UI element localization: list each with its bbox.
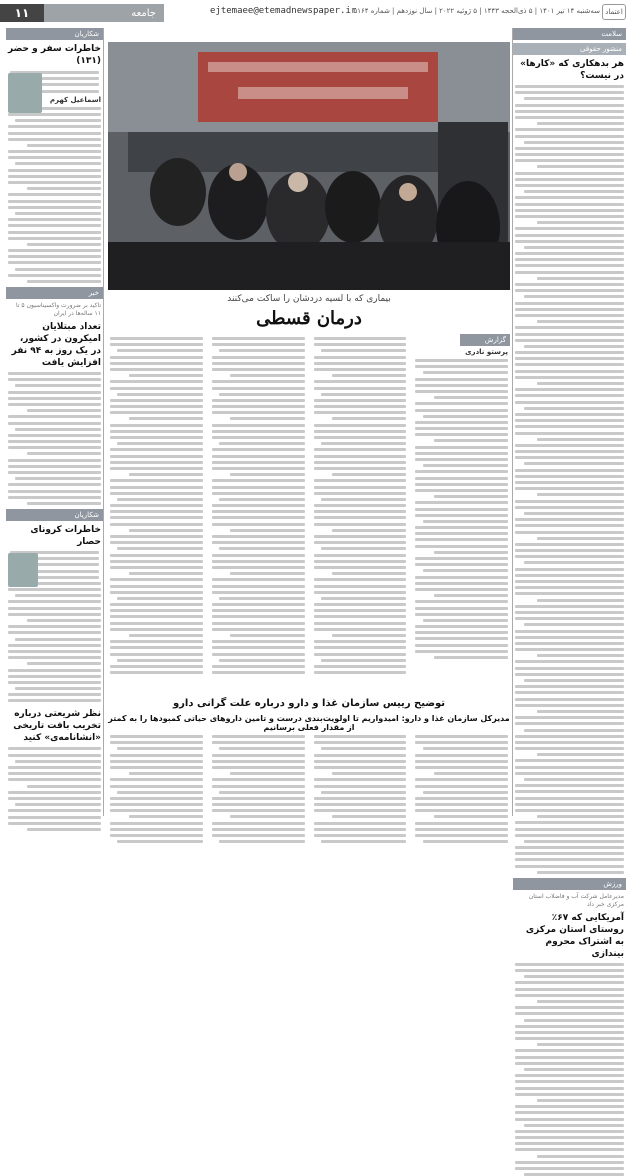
page-number: ۱۱: [0, 4, 44, 22]
author-avatar-2: [8, 553, 38, 587]
article-col-1: [413, 334, 510, 694]
article-col-2: [312, 334, 409, 694]
right-top-label: منشور حقوقی: [513, 43, 626, 55]
report-label: گزارش: [460, 334, 510, 346]
left-section-label-3: شکاریان: [6, 509, 103, 521]
drug-price-headline: توضیح رییس سازمان غذا و دارو درباره علت گرانی دارو: [172, 698, 446, 709]
memoir-headline: خاطرات کرونای حصار: [30, 524, 101, 547]
dateline: سه‌شنبه ۱۴ تیر ۱۴۰۱ | ۵ ذی‌الحجه ۱۴۴۳ | ۵ ژوئیه ۲۰۲۲ | سال نوزدهم | شماره ۵۱۶۴: [353, 7, 600, 15]
water-headline: آمریکایی که ۶۷٪ روستای استان مرکزی به اشتراک محروم بیندازی: [525, 912, 624, 959]
left-column: [6, 28, 104, 816]
main-title: درمان قسطی: [256, 308, 362, 329]
right-headline: هر بدهکاری که «کارها» در نیست؟: [520, 59, 624, 81]
reporter-name: پرستو نادری: [465, 348, 508, 356]
right-section-label: سلامت: [513, 28, 626, 40]
left-section-label: شکاریان: [6, 28, 103, 40]
heritage-headline: نظر شریعتی درباره تخریب بافت تاریخی «انشا‌نامه‌ی» کنید: [13, 709, 101, 744]
omicron-headline: تعداد مبتلایان امیکرون در کشور، در یک روز به ۹۴ نفر افزایش یافت: [11, 322, 101, 368]
fda-headline: مدیرکل سازمان غذا و دارو: امیدواریم تا اولویت‌بندی درست و تامین داروهای حیاتی کمبودها را به کمتر از مقدار فعلی برسانیم: [108, 714, 510, 732]
sport-label: ورزش: [513, 878, 626, 890]
column-title: خاطرات سفر و حضر (۱۳۱): [8, 44, 101, 66]
photo-caption: بیماری که با لسیه دردشان را ساکت می‌کنند: [227, 294, 391, 304]
page-header: [0, 0, 630, 26]
news-label: خبر: [6, 287, 103, 299]
right-column: [512, 28, 626, 959]
article-col-3: [210, 334, 307, 694]
section-tag: جامعه: [44, 4, 164, 22]
right-brief: مدیرعامل شرکت آب و فاضلاب استان مرکزی خبر داد: [528, 892, 624, 908]
article-body: [108, 334, 510, 694]
brief-news: تاکید بر ضرورت واکسیناسیون ۵ تا ۱۱ ساله‌ها در ایران: [16, 302, 101, 317]
bottom-article: [108, 732, 510, 816]
pharmacy-queue-photo: [108, 42, 510, 290]
newspaper-logo: اعتماد: [602, 4, 626, 20]
author-avatar: [8, 73, 42, 113]
email-link[interactable]: ejtemaee@etemadnewspaper.ir: [210, 6, 357, 16]
author-name: اسماعیل کهرم: [49, 95, 101, 104]
main-article: [108, 28, 510, 816]
article-col-4: [108, 334, 205, 694]
